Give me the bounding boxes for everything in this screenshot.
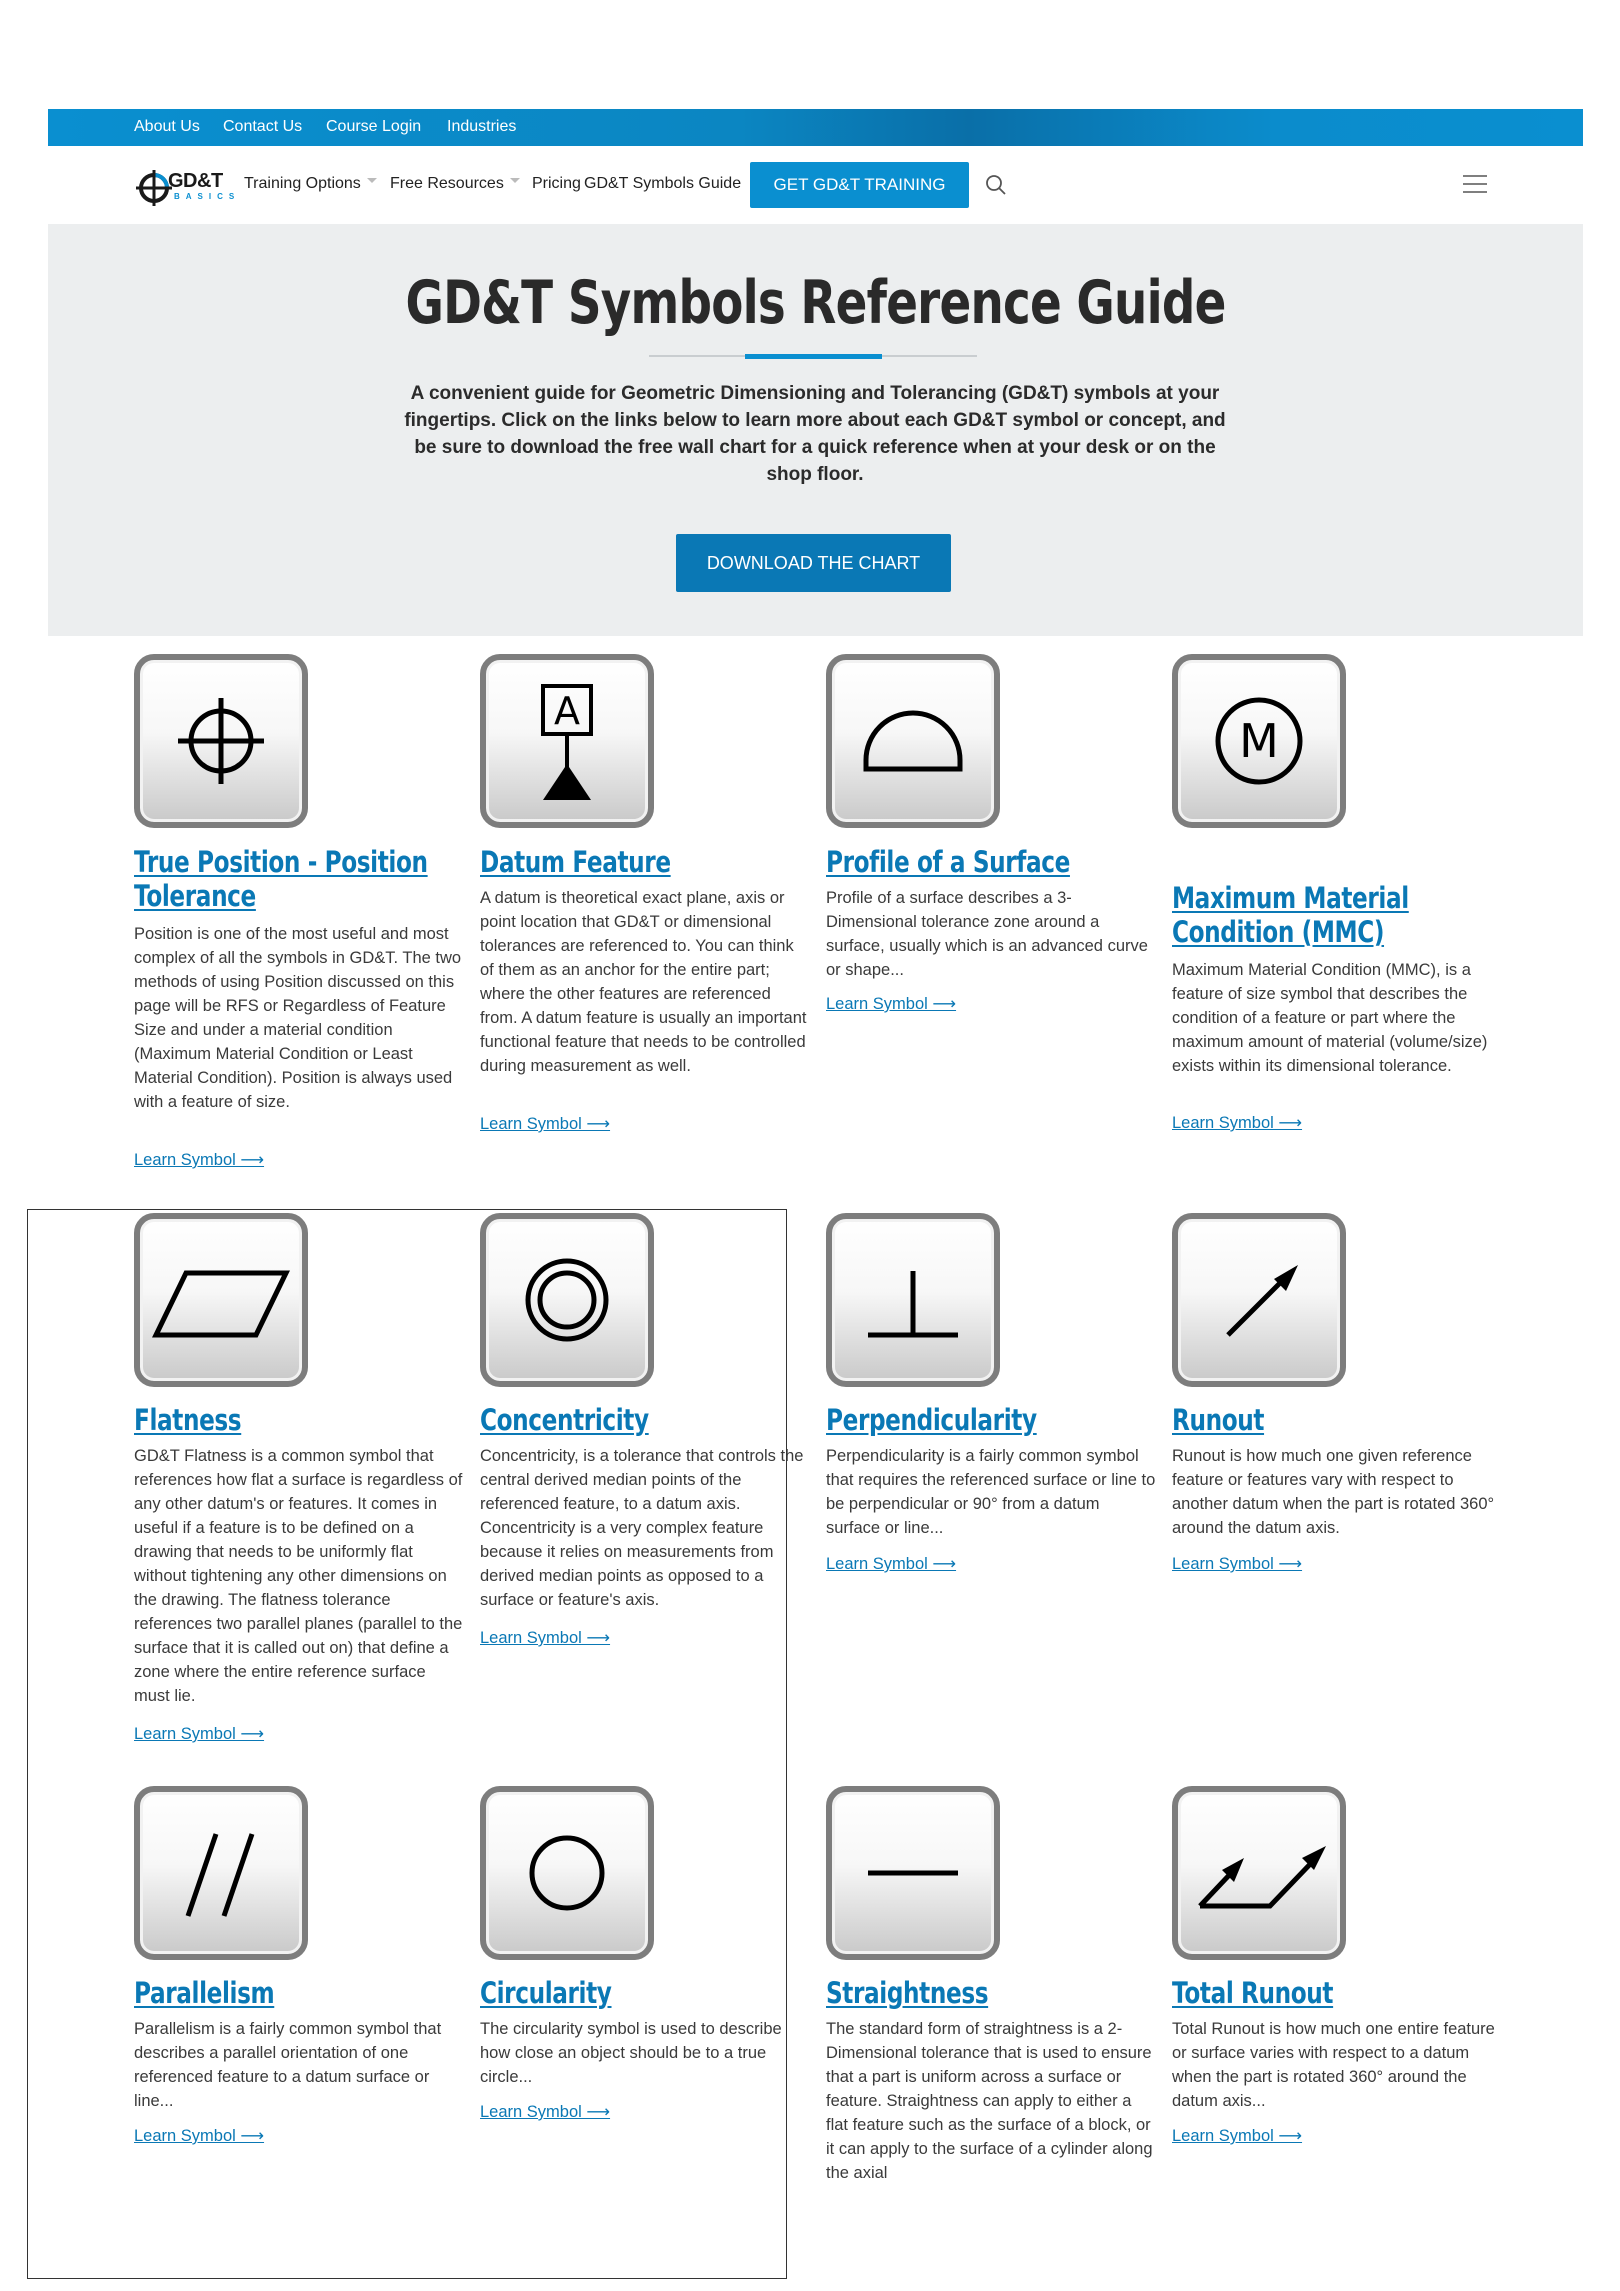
nav-pricing[interactable]: Pricing [532, 175, 581, 192]
hero-description: A convenient guide for Geometric Dimensioning and Tolerancing (GD&T) symbols at your fingertips. Click on the links below to learn more about each GD&T symbol or concept, and be sure to download the free wall chart for a quick reference when at your desk or on the shop floor. [404, 383, 1226, 485]
mmc-letter: M [1239, 714, 1279, 768]
symbol-title[interactable]: True Position - Position Tolerance [134, 845, 428, 913]
symbol-description: Concentricity, is a tolerance that controls the central derived median points of the referenced feature, to a datum axis. Concentricity is a very complex feature because it relies on measurements from derived median points as opposed to a surface or feature's axis. [480, 1447, 804, 1609]
learn-symbol-link[interactable]: Learn Symbol ⟶ [480, 1629, 611, 1647]
symbol-description: Runout is how much one given reference feature or features vary with respect to another datum when the part is rotated 360° around the datum axis. [1172, 1447, 1495, 1537]
perpendicularity-icon[interactable] [826, 1213, 1000, 1387]
hamburger-menu-icon[interactable] [1462, 172, 1488, 196]
datum-letter: A [554, 689, 580, 733]
learn-symbol-link[interactable]: Learn Symbol ⟶ [1172, 2127, 1303, 2145]
symbol-title[interactable]: Perpendicularity [826, 1403, 1037, 1437]
symbol-description: Position is one of the most useful and most complex of all the symbols in GD&T. The two methods of using Position discussed on this page will be RFS or Regardless of Feature Size and under a material condition (Maximum Material Condition or Least Material Condition). Position is always used with a feature of size. [134, 925, 462, 1111]
page-title: GD&T Symbols Reference Guide [405, 268, 1226, 338]
learn-symbol-link[interactable]: Learn Symbol ⟶ [1172, 1114, 1303, 1132]
symbol-description: Total Runout is how much one entire feature or surface varies with respect to a datum when the part is rotated 360° around the datum axis... [1172, 2020, 1495, 2110]
symbol-title[interactable]: Runout [1172, 1403, 1265, 1437]
symbol-description: Maximum Material Condition (MMC), is a feature of size symbol that describes the condition of a feature or part where the maximum amount of material (volume/size) exists within its dimensional tolerance. [1172, 961, 1488, 1075]
total-runout-icon[interactable] [1172, 1786, 1346, 1960]
symbol-description: Profile of a surface describes a 3-Dimensional tolerance zone around a surface, usually which is an advanced curve or shape... [826, 889, 1148, 979]
straightness-icon[interactable] [826, 1786, 1000, 1960]
symbol-title[interactable]: Flatness [134, 1403, 242, 1437]
chevron-down-icon [510, 178, 520, 183]
hero-section [48, 224, 1583, 636]
learn-symbol-link[interactable]: Learn Symbol ⟶ [134, 1151, 265, 1169]
nav-free-resources[interactable] [390, 175, 520, 193]
nav-training-options[interactable] [244, 175, 377, 193]
symbol-title[interactable]: Profile of a Surface [826, 845, 1070, 879]
nav-symbols-guide[interactable]: GD&T Symbols Guide [584, 175, 742, 192]
download-chart-button[interactable]: DOWNLOAD THE CHART [676, 534, 951, 592]
datum-feature-icon[interactable] [480, 654, 654, 828]
true-position-icon[interactable] [134, 654, 308, 828]
about-us-link[interactable]: About Us [134, 118, 200, 135]
symbol-title[interactable]: Circularity [480, 1976, 612, 2010]
runout-icon[interactable] [1172, 1213, 1346, 1387]
top-utility-bar [48, 109, 1583, 146]
nav-free-resources-label: Free Resources [390, 175, 504, 192]
symbol-title[interactable]: Total Runout [1172, 1976, 1334, 2010]
industries-link[interactable]: Industries [447, 118, 517, 135]
contact-us-link[interactable]: Contact Us [223, 118, 303, 135]
selection-outline [27, 1209, 787, 2279]
learn-symbol-link[interactable]: Learn Symbol ⟶ [134, 2127, 265, 2145]
symbol-title[interactable]: Parallelism [134, 1976, 275, 2010]
learn-symbol-link[interactable]: Learn Symbol ⟶ [826, 995, 957, 1013]
mmc-icon[interactable] [1172, 654, 1346, 828]
learn-symbol-link[interactable]: Learn Symbol ⟶ [134, 1725, 265, 1743]
learn-symbol-link[interactable]: Learn Symbol ⟶ [826, 1555, 957, 1573]
search-icon[interactable] [984, 173, 1008, 197]
symbol-title[interactable]: Concentricity [480, 1403, 649, 1437]
main-navigation [48, 146, 1583, 224]
title-divider-accent [745, 354, 882, 359]
profile-of-surface-icon[interactable] [826, 654, 1000, 828]
symbol-description: The standard form of straightness is a 2-Dimensional tolerance that is used to ensure that a part is uniform across a surface or feature. Straightness can apply to either a flat feature such as the surface of a block, or it can apply to the surface of a cylinder along the axial [826, 2020, 1153, 2182]
course-login-link[interactable]: Course Login [326, 118, 422, 135]
symbol-title[interactable]: Datum Feature [480, 845, 671, 879]
logo-text: GD&T [168, 170, 223, 192]
symbol-description: The circularity symbol is used to describe how close an object should be to a true circle... [480, 2020, 782, 2086]
symbol-description: Perpendicularity is a fairly common symbol that requires the referenced surface or line to be perpendicular or 90° from a datum surface or line... [826, 1447, 1156, 1537]
nav-training-options-label: Training Options [244, 175, 361, 192]
get-training-button[interactable]: GET GD&T TRAINING [750, 162, 969, 208]
symbol-description: Parallelism is a fairly common symbol that describes a parallel orientation of one referenced feature to a datum surface or line... [134, 2020, 442, 2110]
gdt-basics-logo[interactable] [134, 166, 244, 210]
chevron-down-icon [367, 178, 377, 183]
learn-symbol-link[interactable]: Learn Symbol ⟶ [480, 1115, 611, 1133]
logo-subtext: BASICS [174, 192, 241, 201]
symbol-description: GD&T Flatness is a common symbol that references how flat a surface is regardless of any other datum's or features. It comes in useful if a feature is to be defined on a drawing that needs to be uniformly flat without tightening any other dimensions on the drawing. The flatness tolerance references two parallel planes (parallel to the surface that it is called out on) that define a zone where the entire reference surface must lie. [134, 1447, 463, 1705]
learn-symbol-link[interactable]: Learn Symbol ⟶ [480, 2103, 611, 2121]
symbol-description: A datum is theoretical exact plane, axis or point location that GD&T or dimensional tolerances are referenced to. You can think of them as an anchor for the entire part; where the other features are referenced from. A datum feature is usually an important functional feature that needs to be controlled during measurement as well. [480, 889, 807, 1075]
learn-symbol-link[interactable]: Learn Symbol ⟶ [1172, 1555, 1303, 1573]
symbol-title[interactable]: Maximum Material Condition (MMC) [1172, 881, 1409, 949]
symbol-title[interactable]: Straightness [826, 1976, 989, 2010]
